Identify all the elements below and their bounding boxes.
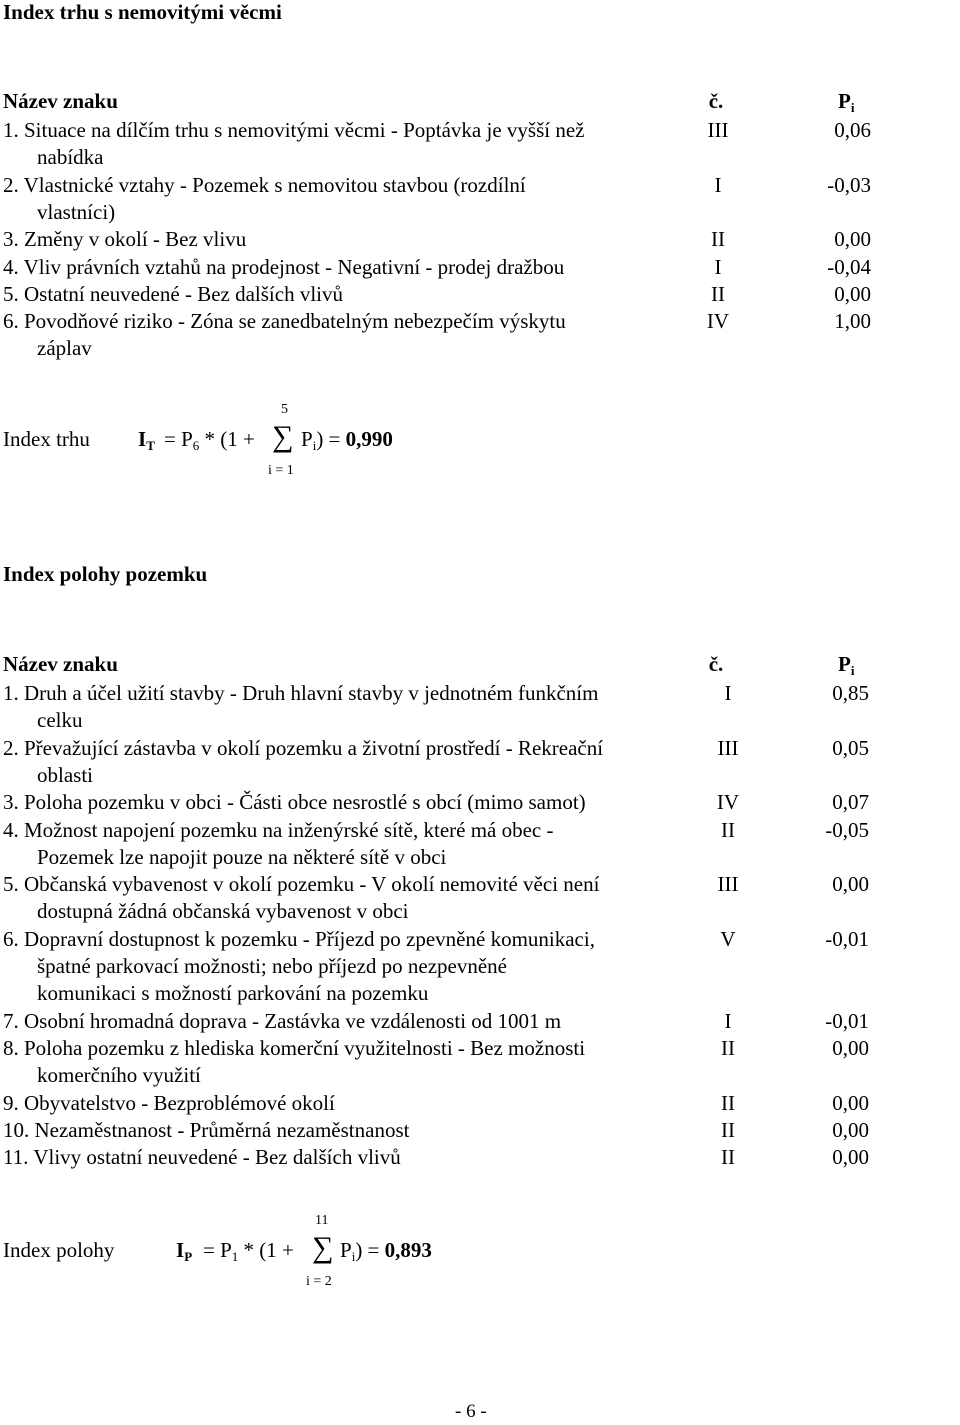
row-number: III [707, 118, 729, 142]
row-number: II [711, 281, 725, 306]
header-p: $P_i$ [838, 89, 855, 115]
row-weight: 0,00 [832, 1145, 869, 1170]
market-index-formula-lhs: $I_T$ [138, 427, 155, 453]
row-weight: -0,01 [825, 1008, 869, 1033]
location-index-label: Index polohy [3, 1238, 115, 1262]
row-name-line: 7. Osobní hromadná doprava - Zastávka ve vzdálenosti od 1001 m [3, 1008, 562, 1033]
page-number: - 6 - [455, 1401, 487, 1422]
row-name-line: celku [37, 708, 83, 733]
row-number: I [714, 172, 722, 197]
market-index-sum-lower: i = 1 [268, 463, 294, 478]
row-weight: 0,06 [834, 118, 871, 142]
row-number: I [724, 1008, 732, 1033]
row-number: I [714, 254, 722, 279]
row-weight: 0,00 [834, 227, 871, 252]
row-name-line: nabídka [37, 145, 104, 170]
row-name-line: 3. Poloha pozemku v obci - Části obce nesrostlé s obcí (mimo samot) [3, 790, 586, 815]
row-name [3, 254, 683, 281]
row-name [3, 172, 683, 227]
row-name [3, 1090, 683, 1117]
row-weight: -0,03 [827, 172, 871, 197]
row-number: III [717, 735, 739, 760]
row-name-line: 8. Poloha pozemku z hlediska komerční využitelnosti - Bez možnosti [3, 1035, 586, 1060]
row-number: I [724, 681, 732, 705]
row-name-line: 6. Povodňové riziko - Zóna se zanedbatelným nebezpečím výskytu [3, 309, 566, 334]
row-name [3, 1117, 683, 1144]
location-index-sum-lower: i = 2 [306, 1274, 332, 1289]
row-name-line: 4. Možnost napojení pozemku na inženýrské sítě, které má obec - [3, 817, 554, 842]
row-name [3, 226, 683, 253]
row-weight: 0,00 [832, 1035, 869, 1060]
market-index-formula-eq: = $P_6 * (1$ + [164, 427, 255, 453]
row-name-line: 5. Ostatní neuvedené - Bez dalších vlivů [3, 281, 343, 306]
row-name-line: 11. Vlivy ostatní neuvedené - Bez dalších vlivů [3, 1145, 401, 1170]
row-name [3, 680, 683, 735]
row-number: II [721, 1090, 735, 1115]
row-number: V [720, 926, 736, 951]
row-name-line: Pozemek lze napojit pouze na některé sítě v obci [37, 844, 447, 869]
row-weight: 0,00 [834, 281, 871, 306]
row-weight: -0,05 [825, 817, 869, 842]
row-weight: 0,00 [832, 872, 869, 897]
row-name-line: 2. Převažující zástavba v okolí pozemku a životní prostředí - Rekreační [3, 735, 604, 760]
section-title-location-index: Index polohy pozemku [3, 562, 208, 586]
row-name-line: 6. Dopravní dostupnost k pozemku - Příjezd po zpevněné komunikaci, [3, 926, 595, 951]
row-number: III [717, 872, 739, 897]
row-name [3, 926, 683, 1008]
row-name [3, 308, 683, 363]
row-name-line: 1. Druh a účel užití stavby - Druh hlavní stavby v jednotném funkčním [3, 681, 599, 705]
header-name-2: Název znaku [3, 652, 118, 676]
row-name-line: dostupná žádná občanská vybavenost v obci [37, 899, 409, 924]
row-weight: 1,00 [834, 309, 871, 334]
row-name [3, 1008, 683, 1035]
row-weight: 0,05 [832, 735, 869, 760]
row-name [3, 281, 683, 308]
row-name-line: 9. Obyvatelstvo - Bezproblémové okolí [3, 1090, 335, 1115]
row-name [3, 735, 683, 790]
header-number-2: č. [708, 652, 724, 676]
row-name-line: vlastníci) [37, 199, 116, 224]
location-index-sigma: ∑ [312, 1231, 334, 1264]
row-name [3, 1035, 683, 1090]
row-name-line: oblasti [37, 762, 93, 787]
row-weight: 0,85 [832, 681, 869, 705]
row-weight: 0,07 [832, 790, 869, 815]
row-name-line: 2. Vlastnické vztahy - Pozemek s nemovitou stavbou (rozdílní [3, 172, 526, 197]
row-name-line: 3. Změny v okolí - Bez vlivu [3, 227, 247, 252]
location-index-formula-lhs: $I_P$ [176, 1238, 193, 1264]
row-name [3, 1144, 683, 1171]
row-name-line: záplav [37, 336, 92, 361]
row-name [3, 789, 683, 816]
row-weight: -0,01 [825, 926, 869, 951]
row-name [3, 117, 683, 172]
market-index-sigma: ∑ [272, 420, 294, 453]
location-index-formula-eq: = $P_1 * (1$ + [203, 1238, 294, 1264]
row-weight: 0,00 [832, 1117, 869, 1142]
row-name [3, 871, 683, 926]
row-number: II [711, 227, 725, 252]
row-name-line: špatné parkovací možnosti; nebo příjezd po nezpevněné [37, 953, 507, 978]
market-index-label: Index trhu [3, 427, 90, 451]
row-number: IV [716, 790, 740, 815]
row-number: II [721, 1035, 735, 1060]
row-weight: -0,04 [827, 254, 871, 279]
market-index-formula-term: $P_i) = 0,990$ [301, 427, 393, 453]
header-number: č. [708, 89, 724, 113]
location-index-sum-upper: 11 [315, 1213, 329, 1228]
market-index-sum-upper: 5 [281, 402, 288, 417]
row-name [3, 817, 683, 872]
row-name-line: 4. Vliv právních vztahů na prodejnost - Negativní - prodej dražbou [3, 254, 565, 279]
section-title-market-index: Index trhu s nemovitými věcmi [3, 0, 282, 24]
header-name: Název znaku [3, 89, 118, 113]
row-name-line: 5. Občanská vybavenost v okolí pozemku - V okolí nemovité věci není [3, 872, 600, 897]
location-index-formula-term: $P_i) = 0,893$ [340, 1238, 432, 1264]
row-weight: 0,00 [832, 1090, 869, 1115]
row-name-line: komerčního využití [37, 1063, 201, 1088]
row-name-line: 10. Nezaměstnanost - Průměrná nezaměstnanost [3, 1117, 410, 1142]
row-name-line: 1. Situace na dílčím trhu s nemovitými věcmi - Poptávka je vyšší než [3, 118, 585, 142]
header-p-2: $P_i$ [838, 652, 855, 678]
row-name-line: komunikaci s možností parkování na pozemku [37, 981, 429, 1006]
row-number: II [721, 817, 735, 842]
row-number: II [721, 1117, 735, 1142]
row-number: II [721, 1145, 735, 1170]
row-number: IV [706, 309, 730, 334]
